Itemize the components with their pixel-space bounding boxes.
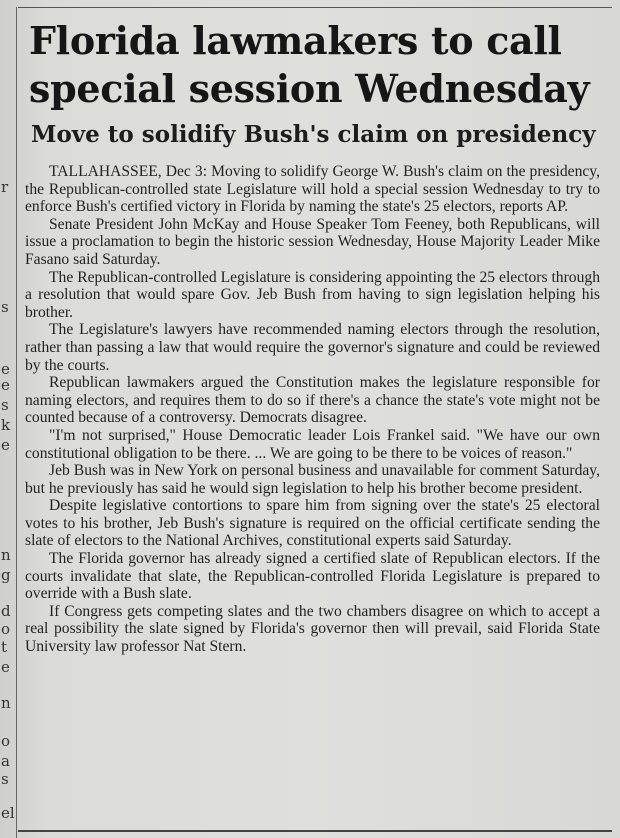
article-paragraph: Despite legislative contortions to spare him from signing over the state's 25 electoral votes to his brother, Jeb Bush's signature is required on the official certificate sending the slate of electors to the National Archives, constitutional experts said Saturday. (25, 497, 600, 550)
margin-fragment: el (1, 804, 15, 822)
margin-fragment: o (1, 620, 11, 638)
margin-fragment: e (1, 436, 10, 454)
article-body (25, 163, 600, 656)
margin-fragment: a (1, 752, 10, 770)
article-paragraph: TALLAHASSEE, Dec 3: Moving to solidify George W. Bush's claim on the presidency, the Republican-controlled state Legislature will hold a special session Wednesday to try to enforce Bush's certified victory in Florida by naming the state's 25 electors, reports AP. (25, 163, 600, 216)
article-paragraph: If Congress gets competing slates and the two chambers disagree on which to accept a real possibility the slate signed by Florida's governor then will prevail, said Florida State University law professor Nat Stern. (25, 602, 600, 656)
margin-fragment: n (1, 694, 11, 712)
margin-fragment: n (1, 546, 11, 564)
bottom-column-rule (18, 830, 612, 832)
article-paragraph: Jeb Bush was in New York on personal business and unavailable for comment Saturday, but he previously has said he would sign legislation to help his brother become president. (25, 462, 600, 497)
article-paragraph: Republican lawmakers argued the Constitution makes the legislature responsible for naming electors, and requires them to do so if there's a chance the state's vote might not be counted because of a controversy. Democrats disagree. (25, 374, 600, 427)
article-paragraph: The Republican-controlled Legislature is considering appointing the 25 electors through a resolution that would spare Gov. Jeb Bush from having to sign legislation helping his brother. (25, 268, 600, 321)
adjacent-column-fragments (0, 0, 16, 838)
article-paragraph: Senate President John McKay and House Speaker Tom Feeney, both Republicans, will issue a proclamation to begin the historic session Wednesday, House Majority Leader Mike Fasano said Saturday. (25, 215, 600, 268)
article-headline: Florida lawmakers to call special session Wednesday (29, 18, 590, 111)
margin-fragment: t (1, 638, 8, 656)
left-column-rule (16, 7, 17, 838)
margin-fragment: o (1, 732, 11, 750)
article-paragraph: The Florida governor has already signed a certified slate of Republican electors. If the courts invalidate that slate, the Republican-controlled Florida Legislature is prepared to override with a Bush slate. (25, 550, 600, 603)
margin-fragment: s (1, 770, 9, 788)
margin-fragment: e (1, 360, 10, 378)
margin-fragment: d (1, 602, 11, 620)
top-column-rule (18, 7, 612, 8)
margin-fragment: s (1, 298, 9, 316)
margin-fragment: g (1, 566, 11, 584)
article-paragraph: The Legislature's lawyers have recommended naming electors through the resolution, rather than passing a law that would require the governor's signature and could be reviewed by the courts. (25, 321, 600, 374)
margin-fragment: e (1, 658, 10, 676)
article-subhead: Move to solidify Bush's claim on presidency (31, 121, 596, 148)
article-paragraph: "I'm not surprised," House Democratic leader Lois Frankel said. "We have our own constitutional obligation to be there. ... We are going to be there to be voices of reason." (25, 426, 600, 462)
margin-fragment: e (1, 376, 10, 394)
news-article (25, 17, 600, 656)
margin-fragment: s (1, 396, 9, 414)
margin-fragment: k (1, 416, 11, 434)
margin-fragment: r (1, 178, 9, 196)
